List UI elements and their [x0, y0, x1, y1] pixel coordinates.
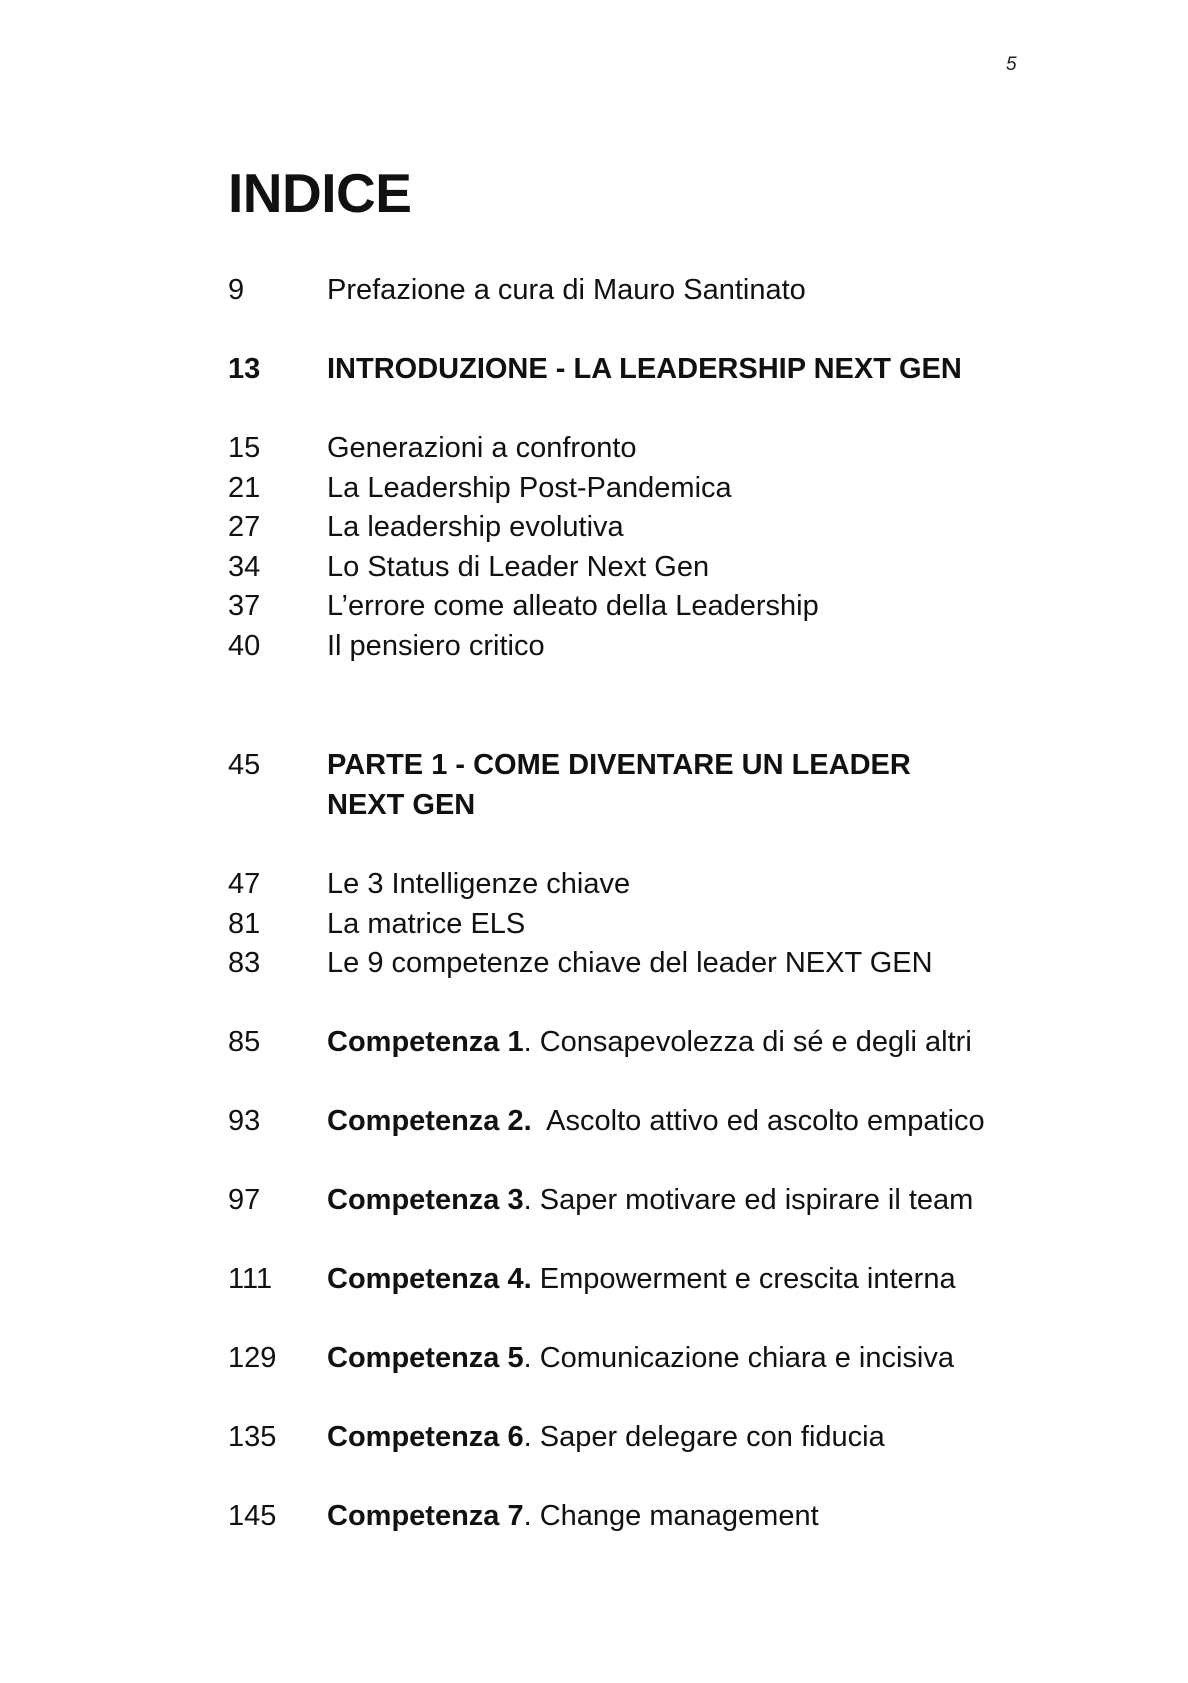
competenza-label: Competenza 2.	[327, 1105, 532, 1137]
toc-entry-title: Generazioni a confronto	[327, 432, 637, 464]
competenza-separator: .	[523, 1421, 532, 1453]
toc-entry-title	[327, 1180, 973, 1220]
toc-entry-title	[327, 1101, 985, 1141]
toc-page-number: 135	[228, 1421, 277, 1453]
competenza-title: Saper delegare con fiducia	[531, 1421, 885, 1453]
toc-entry-title: La matrice ELS	[327, 908, 526, 940]
toc-section-title: PARTE 1 - COME DIVENTARE UN LEADER NEXT GEN	[327, 749, 911, 821]
competenza-label: Competenza 4.	[327, 1263, 532, 1295]
toc-entry-title	[327, 1417, 885, 1457]
page-number: 5	[1006, 54, 1017, 75]
toc-page-number: 47	[228, 868, 261, 900]
toc-entry-title	[327, 1338, 954, 1378]
competenza-title: Consapevolezza di sé e degli altri	[531, 1026, 972, 1058]
toc-page-number: 37	[228, 590, 261, 622]
toc-page-number: 15	[228, 432, 261, 464]
competenza-label: Competenza 3	[327, 1184, 524, 1216]
toc-page-number: 34	[228, 551, 261, 583]
toc-page-number: 13	[228, 353, 261, 385]
toc-page-number: 45	[228, 749, 261, 781]
competenza-title: Saper motivare ed ispirare il team	[531, 1184, 974, 1216]
toc-page-number: 145	[228, 1500, 277, 1532]
competenza-label: Competenza 1	[327, 1026, 524, 1058]
competenza-separator: .	[523, 1500, 532, 1532]
competenza-title: Empowerment e crescita interna	[531, 1263, 956, 1295]
toc-page-number: 93	[228, 1105, 261, 1137]
toc-page-number: 85	[228, 1026, 261, 1058]
competenza-title: Ascolto attivo ed ascolto empatico	[531, 1105, 985, 1137]
toc-page-number: 27	[228, 511, 261, 543]
toc-entry-title: La leadership evolutiva	[327, 511, 624, 543]
competenza-separator: .	[523, 1342, 532, 1374]
page-title: INDICE	[228, 162, 412, 224]
toc-entry-title: Prefazione a cura di Mauro Santinato	[327, 274, 806, 306]
toc-page-number: 111	[228, 1263, 273, 1295]
competenza-title: Change management	[531, 1500, 819, 1532]
toc-entry-title: La Leadership Post-Pandemica	[327, 472, 732, 504]
toc-entry-title: L’errore come alleato della Leadership	[327, 590, 819, 622]
competenza-title: Comunicazione chiara e incisiva	[531, 1342, 954, 1374]
toc-entry-title	[327, 1022, 972, 1062]
toc-section-title: INTRODUZIONE - LA LEADERSHIP NEXT GEN	[327, 353, 962, 385]
competenza-label: Competenza 7	[327, 1500, 524, 1532]
toc-page-number: 9	[228, 274, 245, 306]
toc-page-number: 83	[228, 947, 261, 979]
toc-entry-title: Il pensiero critico	[327, 630, 545, 662]
competenza-label: Competenza 5	[327, 1342, 524, 1374]
toc-page-number: 97	[228, 1184, 261, 1216]
toc-entry-title: Le 9 competenze chiave del leader NEXT GEN	[327, 947, 933, 979]
toc-entry-title	[327, 1259, 956, 1299]
toc-page-number: 40	[228, 630, 261, 662]
toc-entry-title	[327, 1496, 819, 1536]
competenza-label: Competenza 6	[327, 1421, 524, 1453]
toc-page-number: 129	[228, 1342, 277, 1374]
toc-entry-title: Le 3 Intelligenze chiave	[327, 868, 631, 900]
competenza-separator: .	[523, 1184, 532, 1216]
toc-page-number: 21	[228, 472, 261, 504]
toc-entry-title: Lo Status di Leader Next Gen	[327, 551, 710, 583]
competenza-separator: .	[523, 1026, 532, 1058]
toc-page-number: 81	[228, 908, 261, 940]
